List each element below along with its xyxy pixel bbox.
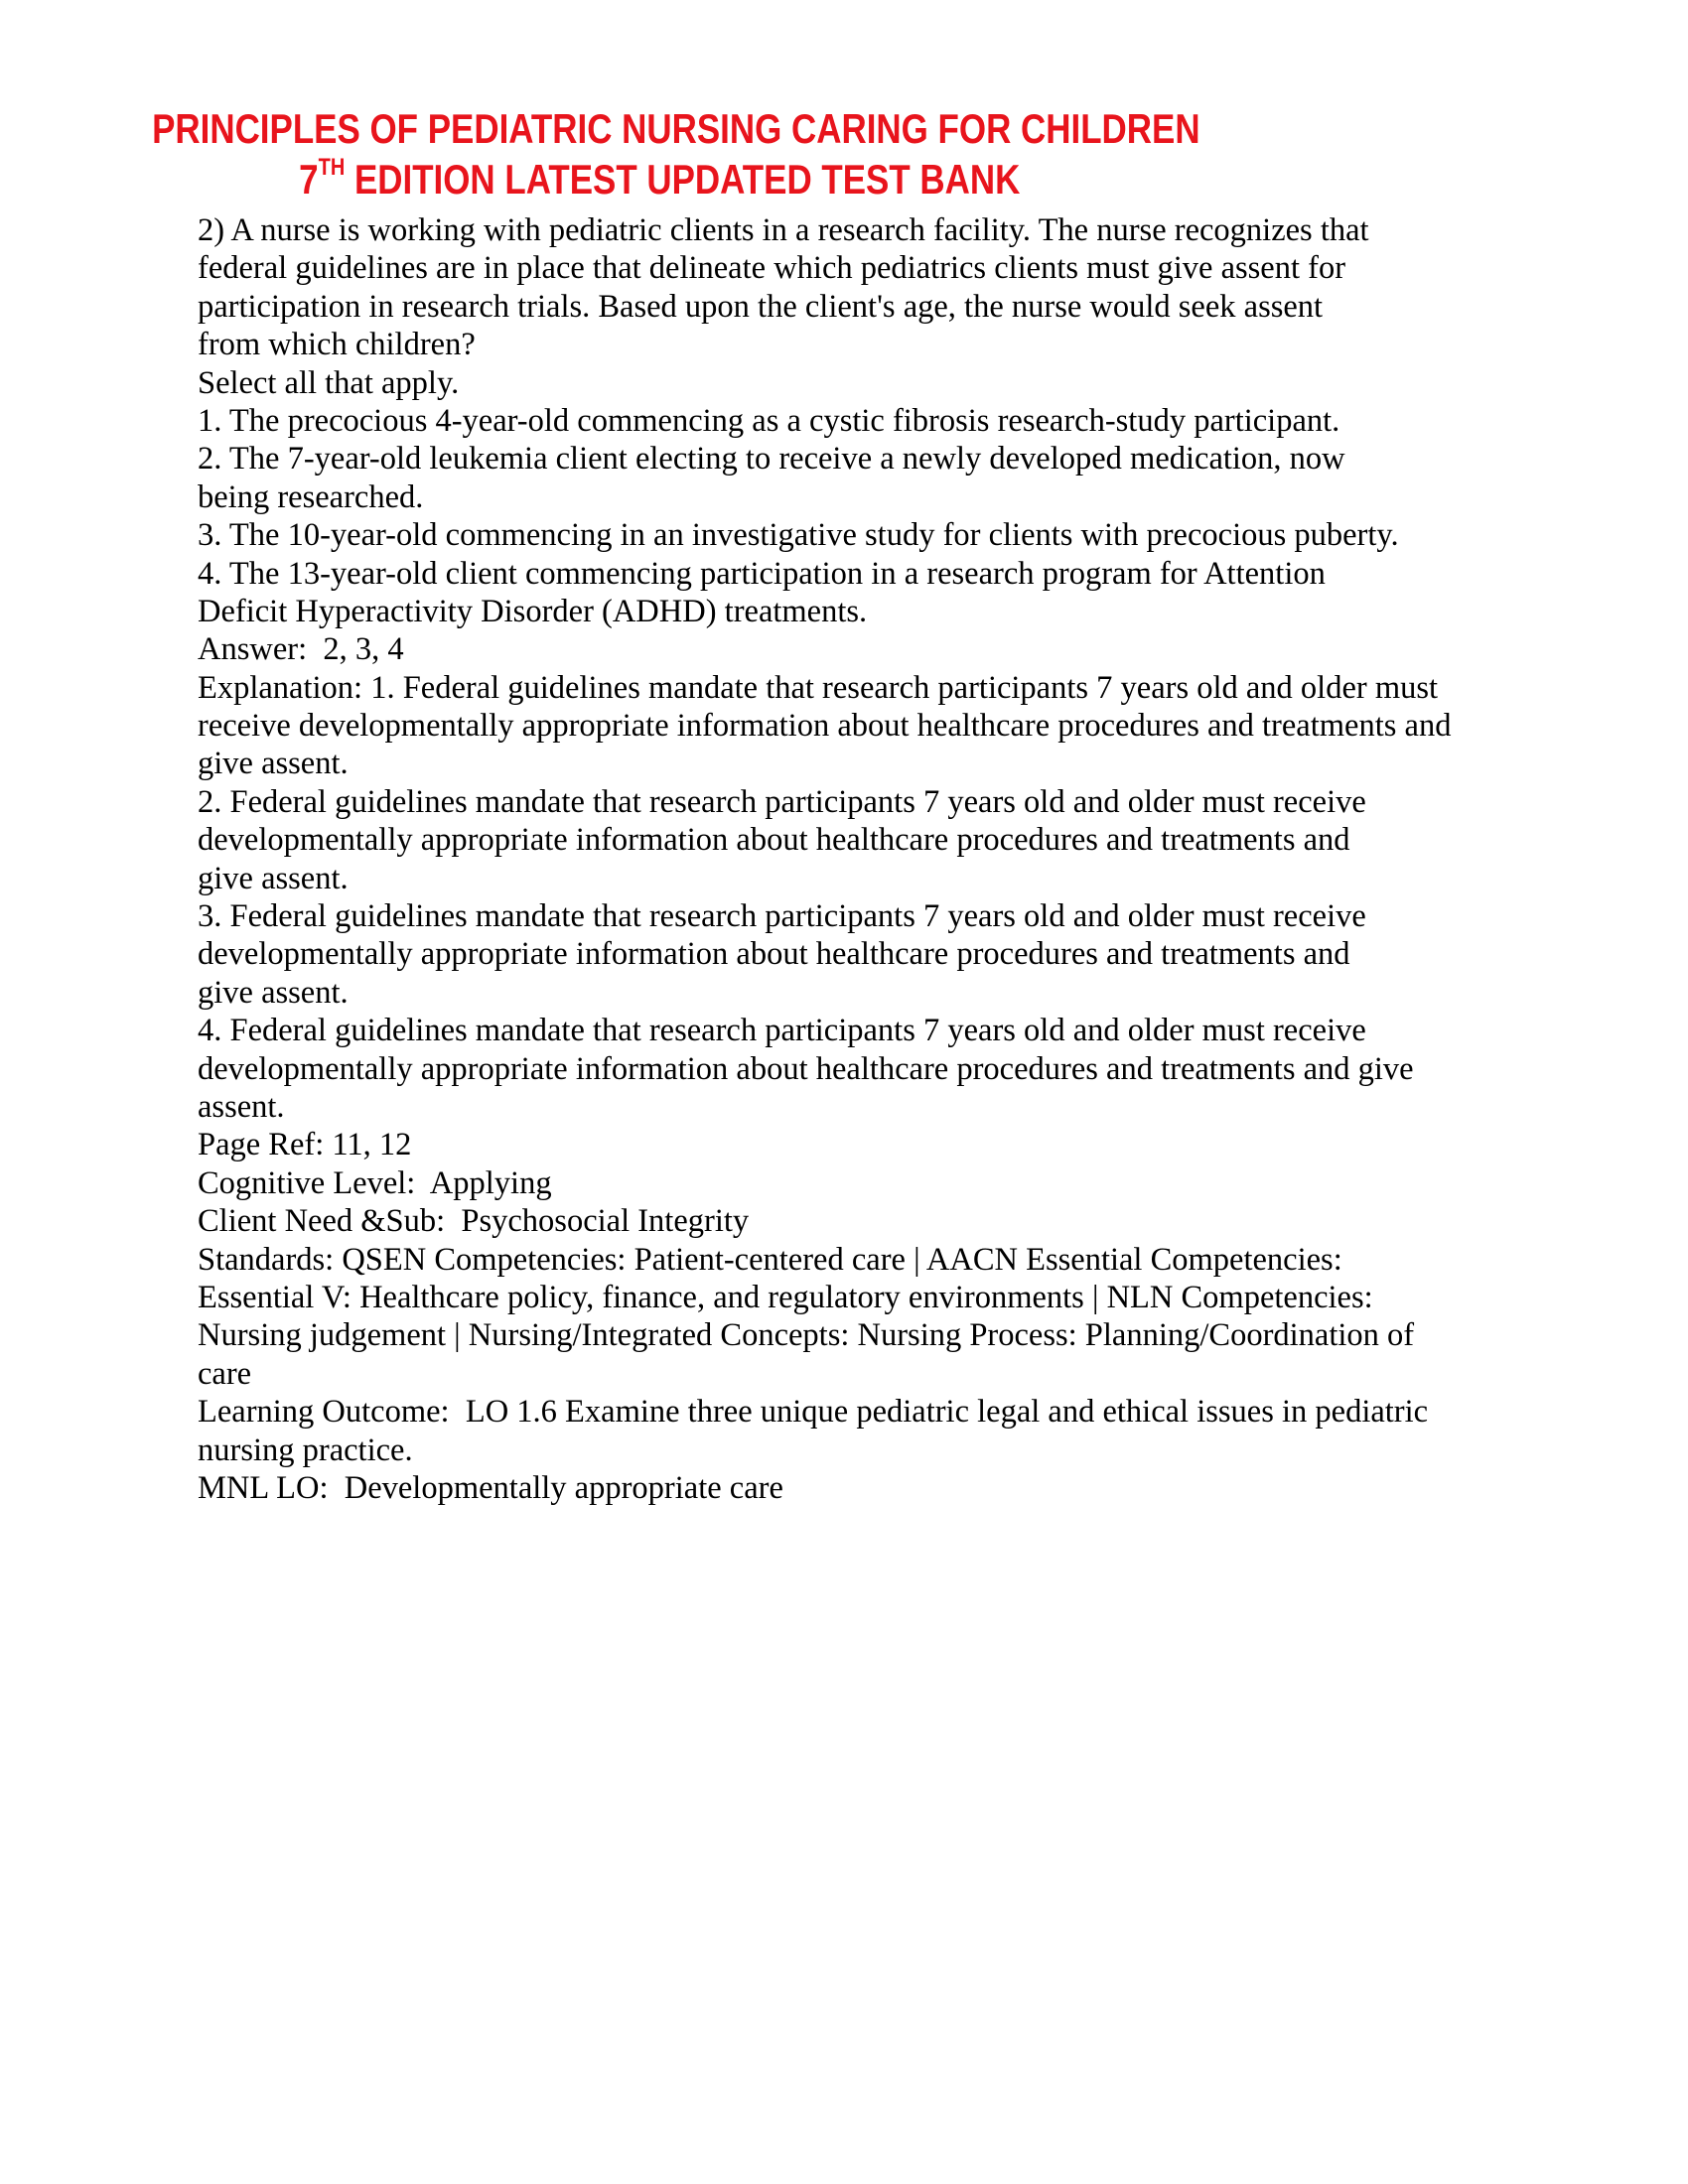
learning-outcome-line: Learning Outcome: LO 1.6 Examine three unique pediatric legal and ethical issues in pediatric xyxy=(198,1394,1429,1431)
option-line: 4. The 13-year-old client commencing participation in a research program for Attention xyxy=(198,555,1326,592)
edition-number: 7 xyxy=(299,156,319,203)
explanation-line: 3. Federal guidelines mandate that research participants 7 years old and older must receive xyxy=(198,898,1366,935)
answer-line: Answer: 2, 3, 4 xyxy=(198,631,404,668)
question-stem-line: federal guidelines are in place that delineate which pediatrics clients must give assent for xyxy=(198,250,1346,287)
question-stem-line: participation in research trials. Based upon the client's age, the nurse would seek assent xyxy=(198,288,1324,325)
option-line: Deficit Hyperactivity Disorder (ADHD) treatments. xyxy=(198,593,868,629)
explanation-line: give assent. xyxy=(198,746,349,782)
page-ref: Page Ref: 11, 12 xyxy=(198,1127,412,1163)
option-line: 3. The 10-year-old commencing in an investigative study for clients with precocious puberty. xyxy=(198,517,1399,554)
edition-title-rest: EDITION LATEST UPDATED TEST BANK xyxy=(345,156,1021,203)
standards-line: care xyxy=(198,1355,252,1392)
cognitive-level: Cognitive Level: Applying xyxy=(198,1164,552,1201)
explanation-line: developmentally appropriate information about healthcare procedures and treatments and xyxy=(198,822,1350,859)
standards-line: Essential V: Healthcare policy, finance, and regulatory environments | NLN Competencies: xyxy=(198,1279,1373,1315)
edition-ordinal-suffix: TH xyxy=(318,154,346,181)
explanation-line: developmentally appropriate information about healthcare procedures and treatments and xyxy=(198,936,1350,973)
explanation-line: receive developmentally appropriate information about healthcare procedures and treatments and xyxy=(198,708,1452,745)
option-line: being researched. xyxy=(198,478,424,515)
document-title-line-1: PRINCIPLES OF PEDIATRIC NURSING CARING FOR CHILDREN xyxy=(152,105,1200,152)
mnl-lo: MNL LO: Developmentally appropriate care xyxy=(198,1469,783,1506)
explanation-line: assent. xyxy=(198,1088,285,1125)
explanation-line: give assent. xyxy=(198,860,349,896)
standards-line: Nursing judgement | Nursing/Integrated Concepts: Nursing Process: Planning/Coordination of xyxy=(198,1317,1415,1354)
standards-line: Standards: QSEN Competencies: Patient-centered care | AACN Essential Competencies: xyxy=(198,1241,1342,1278)
explanation-line: 2. Federal guidelines mandate that research participants 7 years old and older must receive xyxy=(198,783,1366,820)
option-line: 1. The precocious 4-year-old commencing as a cystic fibrosis research-study participant. xyxy=(198,402,1340,439)
document-title-line-2 xyxy=(0,154,1404,205)
explanation-line: Explanation: 1. Federal guidelines mandate that research participants 7 years old and older must xyxy=(198,669,1439,706)
option-line: 2. The 7-year-old leukemia client electing to receive a newly developed medication, now xyxy=(198,441,1345,478)
client-need: Client Need &Sub: Psychosocial Integrity xyxy=(198,1203,750,1240)
explanation-line: 4. Federal guidelines mandate that research participants 7 years old and older must receive xyxy=(198,1013,1366,1049)
learning-outcome-line: nursing practice. xyxy=(198,1432,413,1468)
question-stem-line: 2) A nurse is working with pediatric clients in a research facility. The nurse recognizes that xyxy=(198,212,1369,248)
explanation-line: give assent. xyxy=(198,974,349,1011)
question-content xyxy=(198,211,1518,1507)
explanation-line: developmentally appropriate information about healthcare procedures and treatments and give xyxy=(198,1050,1414,1087)
question-stem-line: from which children? xyxy=(198,327,476,363)
question-instruction: Select all that apply. xyxy=(198,364,460,401)
